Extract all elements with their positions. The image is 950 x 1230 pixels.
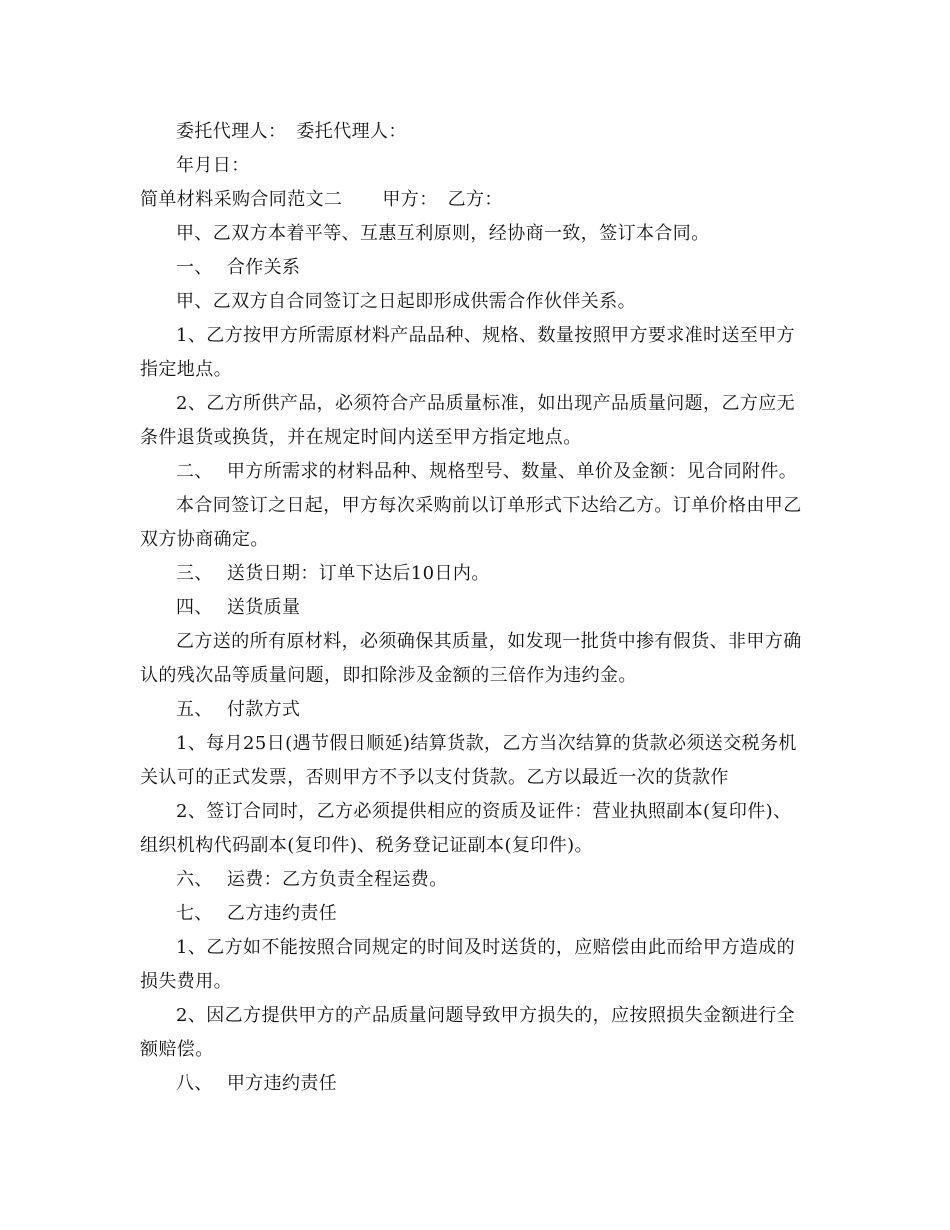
body-text: 条件退货或换货，并在规定时间内送至甲方指定地点。 (140, 427, 582, 448)
body-text: 2、签订合同时，乙方必须提供相应的资质及证件：营业执照副本(复印件)、 (176, 801, 792, 822)
agent-label-a: 委托代理人： (176, 121, 287, 142)
section-heading-5 (176, 698, 856, 722)
contract-title-line (140, 188, 820, 212)
paragraph-line (140, 426, 820, 450)
body-text: 损失费用。 (140, 971, 232, 992)
section-heading-4 (176, 596, 856, 620)
section-number: 七、 (176, 903, 213, 924)
body-text: 组织机构代码副本(复印件)、税务登记证副本(复印件)。 (140, 835, 593, 856)
section-heading-2 (176, 460, 856, 484)
paragraph-line (176, 800, 856, 824)
paragraph-line (140, 834, 820, 858)
paragraph-line (176, 222, 856, 246)
section-title: 送货质量 (226, 597, 301, 618)
section-heading-3 (176, 562, 856, 586)
section-title: 合作关系 (226, 257, 301, 278)
paragraph-line (140, 970, 820, 994)
paragraph-line (176, 630, 856, 654)
body-text: 2、因乙方提供甲方的产品质量问题导致甲方损失的，应按照损失金额进行全 (176, 1005, 796, 1026)
section-number: 二、 (176, 461, 213, 482)
agent-label-b: 委托代理人： (296, 121, 407, 142)
preamble-text: 甲、乙双方本着平等、互惠互利原则，经协商一致，签订本合同。 (176, 223, 710, 244)
signature-line (176, 120, 856, 144)
paragraph-line (140, 664, 820, 688)
paragraph-line (140, 766, 820, 790)
paragraph-line (140, 1038, 820, 1062)
paragraph-line (176, 1004, 856, 1028)
body-text: 乙方送的所有原材料，必须确保其质量，如发现一批货中掺有假货、非甲方确 (176, 631, 802, 652)
section-heading-7 (176, 902, 856, 926)
paragraph-line (176, 392, 856, 416)
body-text: 甲、乙双方自合同签订之日起即形成供需合作伙伴关系。 (176, 291, 636, 312)
section-number: 一、 (176, 257, 213, 278)
body-text: 关认可的正式发票，否则甲方不予以支付货款。乙方以最近一次的货款作 (140, 767, 729, 788)
paragraph-line (176, 732, 856, 756)
section-title: 乙方违约责任 (226, 903, 338, 924)
paragraph-line (176, 290, 856, 314)
paragraph-line (176, 936, 856, 960)
body-text: 认的残次品等质量问题，即扣除涉及金额的三倍作为违约金。 (140, 665, 637, 686)
body-text: 指定地点。 (140, 359, 232, 380)
section-title: 运费：乙方负责全程运费。 (226, 869, 448, 890)
section-title: 甲方违约责任 (226, 1073, 338, 1094)
paragraph-line (176, 494, 856, 518)
party-a-label: 甲方： (382, 189, 438, 210)
section-heading-6 (176, 868, 856, 892)
section-title: 甲方所需求的材料品种、规格型号、数量、单价及金额：见合同附件。 (226, 461, 798, 482)
section-number: 四、 (176, 597, 213, 618)
section-title: 送货日期：订单下达后10日内。 (226, 563, 490, 584)
body-text: 1、乙方按甲方所需原材料产品品种、规格、数量按照甲方要求准时送至甲方 (176, 325, 796, 346)
party-b-label: 乙方： (447, 189, 503, 210)
paragraph-line (176, 324, 856, 348)
section-number: 六、 (176, 869, 213, 890)
body-text: 1、每月25日(遇节假日顺延)结算货款，乙方当次结算的货款必须送交税务机 (176, 733, 797, 754)
body-text: 额赔偿。 (140, 1039, 214, 1060)
section-number: 三、 (176, 563, 213, 584)
date-label: 年月日： (176, 155, 250, 176)
body-text: 双方协商确定。 (140, 529, 269, 550)
section-number: 八、 (176, 1073, 213, 1094)
paragraph-line (140, 528, 820, 552)
body-text: 1、乙方如不能按照合同规定的时间及时送货的，应赔偿由此而给甲方造成的 (176, 937, 796, 958)
section-title: 付款方式 (226, 699, 301, 720)
section-heading-8 (176, 1072, 856, 1096)
body-text: 2、乙方所供产品，必须符合产品质量标准，如出现产品质量问题，乙方应无 (176, 393, 796, 414)
body-text: 本合同签订之日起，甲方每次采购前以订单形式下达给乙方。订单价格由甲乙 (176, 495, 802, 516)
paragraph-line (140, 358, 820, 382)
section-heading-1 (176, 256, 856, 280)
contract-title: 简单材料采购合同范文二 (140, 189, 343, 210)
section-number: 五、 (176, 699, 213, 720)
date-line (176, 154, 856, 178)
